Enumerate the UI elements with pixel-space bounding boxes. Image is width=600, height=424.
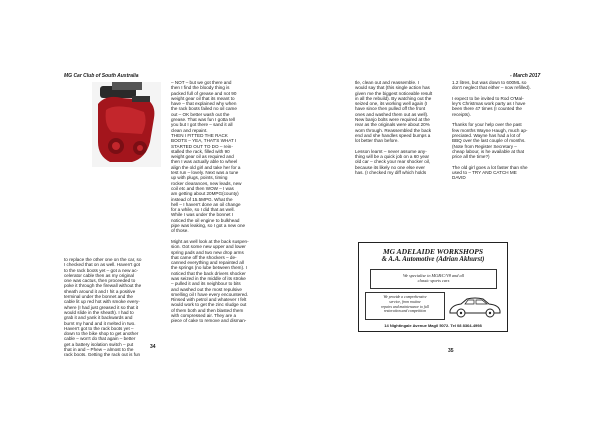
workshop-advert — [358, 242, 508, 332]
column-d: 1.2 litres, but was down to 600ML so don't neglect that either – now refilled). I expect to be invited to Rod O'Mal- ley's Christmas work party as I have been there 47 times (I counted the receipts). Thanks for your help over the past few months Wayne Haugh, much ap- preciated. Wayne has had a lot of BBQ over the last couple of months. (Note from Register Secretary – cheap labour, is he available at that price all the time?) The old girl goes a lot faster than she used to – TRY AND CATCH ME DAVID — [452, 80, 531, 181]
page-number-left: 34 — [150, 344, 156, 350]
advert-specialise-box — [370, 269, 497, 289]
advert-specialise-text: We specialise in MGB/C/V8 and all classic sports cars — [402, 273, 465, 284]
page-header-right: - March 2017 — [510, 73, 541, 79]
column-c: tle, clean out and reassemble. I would say that (this single action has given me the biggest noticeable result in all the rebuild). By watching out the seized one, its working well again (I have since then pulled off the front ones and washed them out as well). New banjo bolts were required at the rear as the originals were about 20% worn through. Reassembled the back end and she handles speed bumps a lot better than before. Lesson learnt – never assume any- thing will be a quick job on a 60 year old car – check your rear shocker oil, because its likely no one else ever has. (I checked my diff which holds — [355, 80, 433, 176]
page-number-right: 35 — [448, 348, 454, 354]
page-header-left: MG Car Club of South Australia — [64, 73, 139, 79]
advert-service-box — [365, 292, 445, 320]
column-a-bottom: to replace the other one on the car, so I checked that on as well. Haven't got to the rack boots yet – got a new ac- celerator cable then as my original one was cactus, then proceeded to poke it through the firewall without the sheath around it and I hit a positive terminal under the bonnet and the cable lit up red hot with smoke every- where (I had just greased it so that it would slide in the sheath). I had to grab it and yank it backwards and burnt my hand and it melted in two. Haven't got to the rack boots yet – down to the bike shop to get another cable – won't do that again – better get a battery isolation switch – put that in and – Phew – almost to the rack boots. Getting the rack out is fun — [64, 257, 142, 358]
advert-address: 14 Nightingale Avenue Magil 5072. Tel 08 8364-4998 — [384, 323, 482, 328]
column-b: – NOT – but we got there and then I find the bloody thing is packed full of grease and not 90 weight gear oil that its meant to have – that explained why when the rack boots failed no oil came out – OK better wash out the grease. That was fun I gotta tell you but I got there – sand it all clean and repaint. THEN I FITTED THE RACK BOOTS – YEA, THAT'S WHAT I STARTED OUT TO DO – rein- stalled the rack, filled with 90 weight gear oil as required and then I was actually able to wheel align the old girl and take her for a test run – lovely. Next was a tune up with plugs, points, timing rocker clearances, new leads, new coil etc and then WOW – I was am getting about 20MPG(county) instead of 15.5MPG. What the hell – I haven't done an oil change for a while, so I did that as well. While I was under the bonnet I noticed the oil engine to bulkhead pipe was leaking, so I got a new one of those. Might as well look at the back suspen- sion. Got some new upper and lower spring pads and two new drop arms that came off the shockers – de- canned everything and repainted all the springs (no lube between them). I noticed that the back drivers shocker was seized in the middle of its stroke – pulled it and its neighbour to bits and washed out the most repulsive smelling oil I have every encountered. Rinsed with petrol and whatever I felt would work to get the zinc sludge out of them both and then blasted them with compressed air. They are a piece of cake to remove and disman- — [171, 80, 249, 324]
advert-service-text: We provide a comprehensive service, from routine repairs and maintenance to full restoration and competition — [381, 295, 429, 314]
advert-title: MG ADELAIDE WORKSHOPS — [382, 247, 484, 256]
brake-caliper-photo — [92, 82, 161, 167]
classic-car-icon — [447, 293, 503, 319]
advert-subtitle: & A.A. Automotive (Adrian Akhurst) — [381, 256, 485, 263]
red-caliper-image — [92, 82, 161, 167]
